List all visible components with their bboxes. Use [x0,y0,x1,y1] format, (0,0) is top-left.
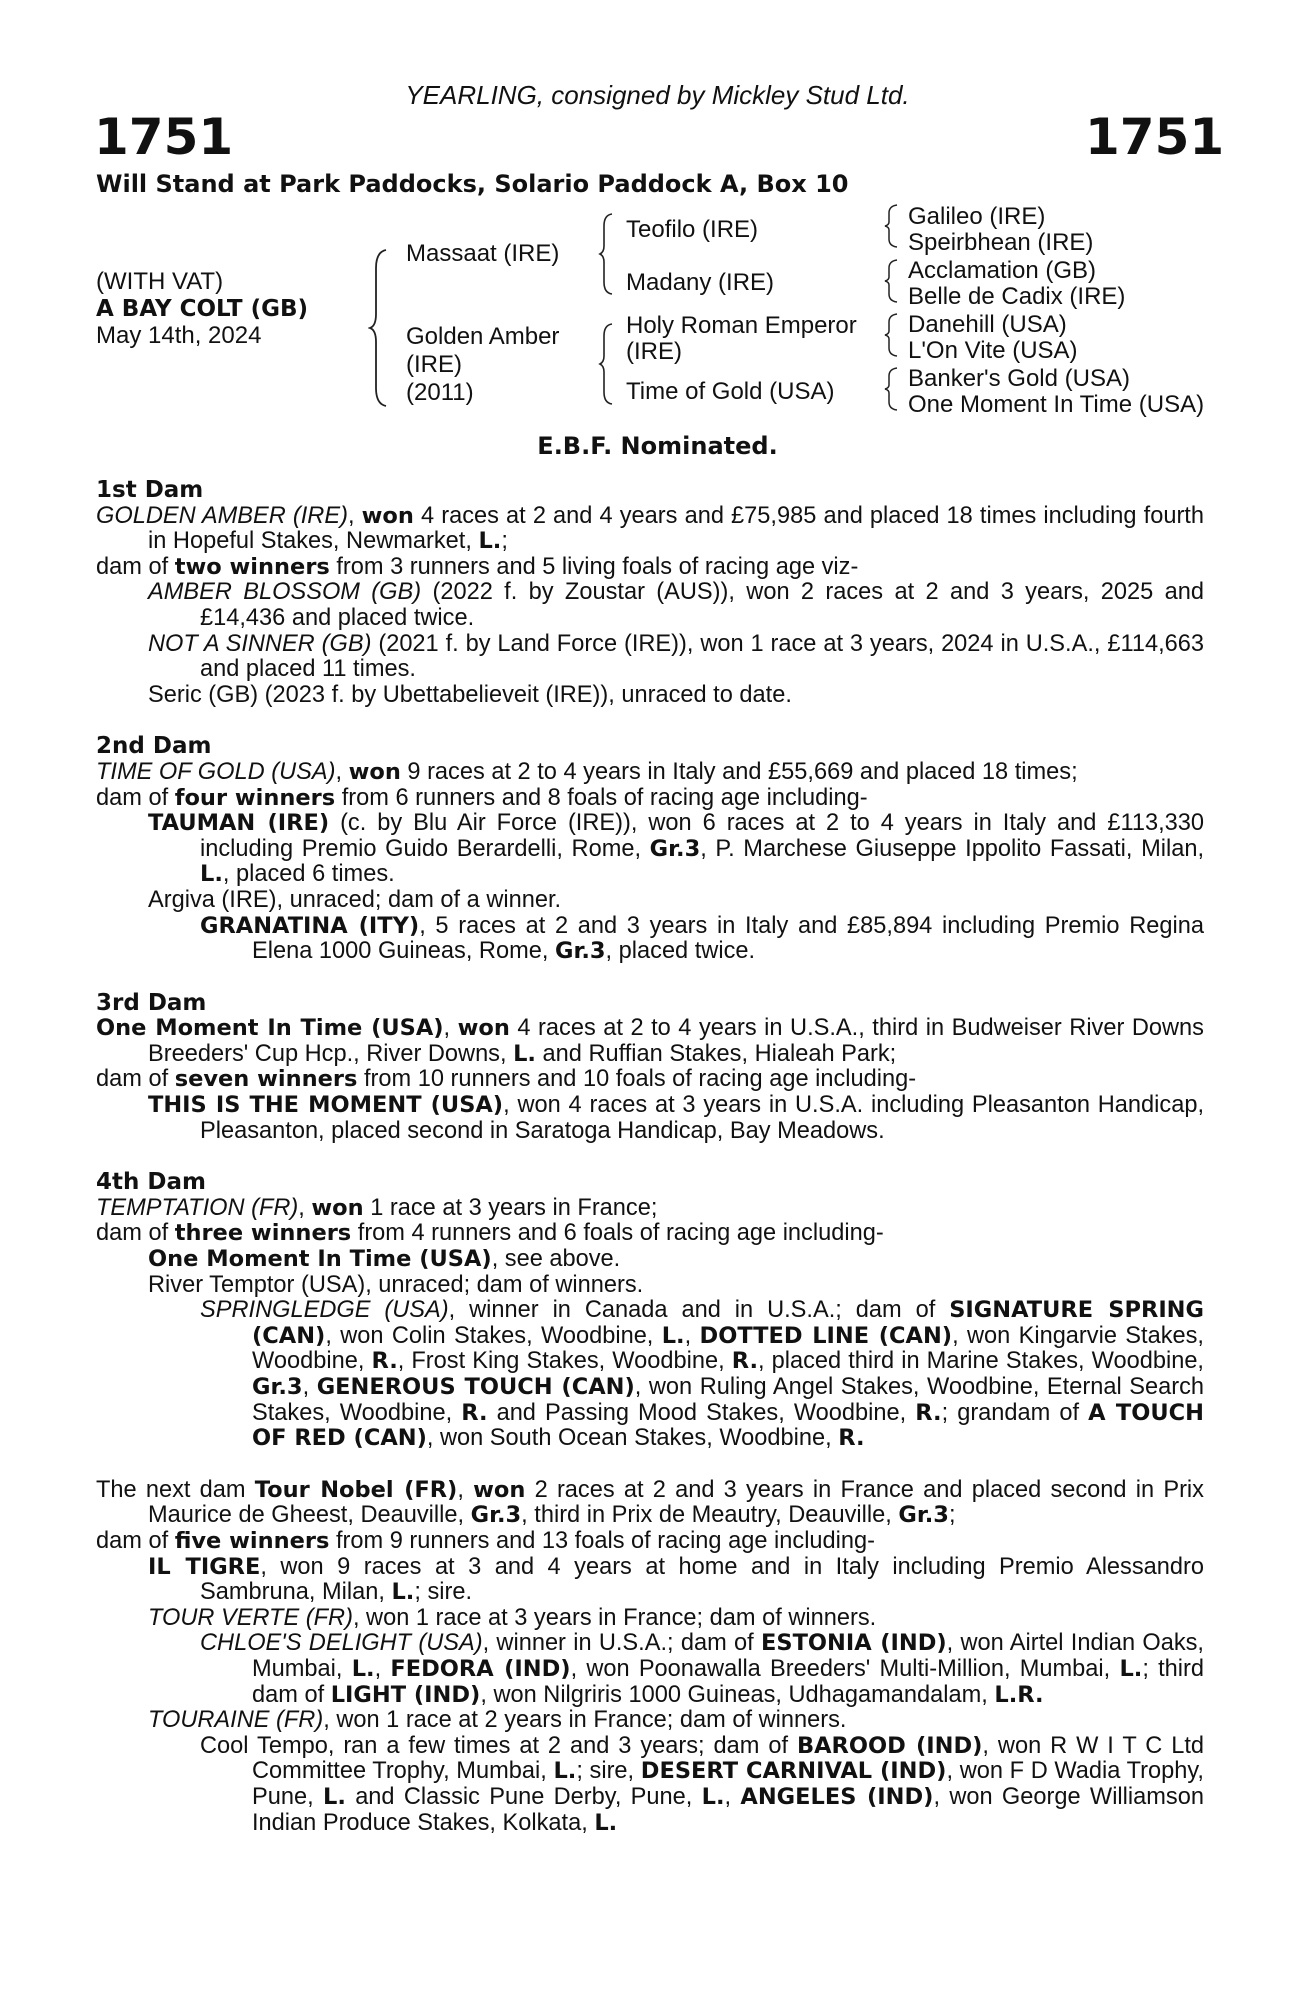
section-heading: 1st Dam [96,477,204,503]
dam-produce-summary: dam of four winners from 6 runners and 8 foals of racing age including- [96,784,868,811]
produce-entry: CHLOE'S DELIGHT (USA), winner in U.S.A.; dam of ESTONIA (IND), won Airtel Indian Oaks, Mumbai, L., FEDORA (IND), won Poonawalla Breeders' Multi-Million, Mumbai, L.; third dam of LIGHT (IND), won Nilgriris 1000 Guineas, Udhagamandalam, L.R. [200,1630,1204,1708]
second-dam-section [96,734,1204,964]
lot-number-right: 1751 [1085,108,1225,166]
pedigree-brace-g78 [884,366,900,412]
pedigree-brace-dam [598,322,616,406]
dam-foaled-year: (2011) [406,379,474,406]
dam-record: TEMPTATION (FR), won 1 race at 3 years in France; [96,1194,658,1221]
stabling-location: Will Stand at Park Paddocks, Solario Paddock A, Box 10 [96,170,849,198]
first-dam-section [96,478,1204,708]
produce-entry: Argiva (IRE), unraced; dam of a winner. [148,886,562,913]
dam-sire-line1: Holy Roman Emperor [626,312,857,339]
granddam-2: Speirbhean (IRE) [908,229,1094,256]
dam-record: TIME OF GOLD (USA), won 9 races at 2 to 4 years in Italy and £55,669 and placed 18 times; [96,758,1078,785]
produce-entry: AMBER BLOSSOM (GB) (2022 f. by Zoustar (AUS)), won 2 races at 2 and 3 years, 2025 and £14,436 and placed twice. [148,579,1204,631]
dam-name-line1: Golden Amber [406,323,560,350]
foaling-date: May 14th, 2024 [96,322,262,349]
dam-record: One Moment In Time (USA), won 4 races at 2 to 4 years in U.S.A., third in Budweiser River Downs Breeders' Cup Hcp., River Downs, L. and Ruffian Stakes, Hialeah Park; [96,1015,1204,1067]
section-heading: 2nd Dam [96,733,212,760]
third-dam-section [96,991,1204,1145]
catalogue-body [96,478,1204,1862]
granddam-8: One Moment In Time (USA) [908,391,1205,418]
grandsire-7: Banker's Gold (USA) [908,365,1130,392]
dam-produce-summary: dam of five winners from 9 runners and 13 foals of racing age including- [96,1527,876,1554]
produce-entry: IL TIGRE, won 9 races at 3 and 4 years at home and in Italy including Premio Alessandro Sambruna, Milan, L.; sire. [148,1553,1204,1606]
pedigree-brace-g56 [884,312,900,358]
dam-record: GOLDEN AMBER (IRE), won 4 races at 2 and 4 years and £75,985 and placed 18 times including fourth in Hopeful Stakes, Newmarket, L.; [96,502,1204,555]
dam-record: The next dam Tour Nobel (FR), won 2 races at 2 and 3 years in France and placed second in Prix Maurice de Gheest, Deauville, Gr.3, third in Prix de Meautry, Deauville, Gr.3; [96,1476,1204,1529]
grandsire-1: Galileo (IRE) [908,203,1046,230]
ebf-nominated: E.B.F. Nominated. [537,432,778,460]
produce-entry: River Temptor (USA), unraced; dam of winners. [148,1271,644,1298]
dam-produce-summary: dam of three winners from 4 runners and 6 foals of racing age including- [96,1220,884,1247]
grandsire-5: Danehill (USA) [908,311,1067,338]
produce-entry: TOUR VERTE (FR), won 1 race at 3 years in France; dam of winners. [148,1604,877,1631]
next-dam-section [96,1478,1204,1836]
pedigree-brace-main [368,248,392,408]
dam-produce-summary: dam of two winners from 3 runners and 5 living foals of racing age viz- [96,553,859,580]
horse-name: A BAY COLT (GB) [96,296,309,322]
produce-entry: Cool Tempo, ran a few times at 2 and 3 years; dam of BAROOD (IND), won R W I T C Ltd Committee Trophy, Mumbai, L.; sire, DESERT CARNIVAL (IND), won F D Wadia Trophy, Pune, L. and Classic Pune Derby, Pune, L., ANGELES (IND), won George Williamson Indian Produce Stakes, Kolkata, L. [200,1732,1205,1836]
pedigree-brace-g34 [884,258,900,304]
produce-entry: GRANATINA (ITY), 5 races at 2 and 3 years in Italy and £85,894 including Premio Regina Elena 1000 Guineas, Rome, Gr.3, placed twice. [200,912,1204,965]
pedigree-brace-g12 [884,203,900,249]
grandsire-3: Acclamation (GB) [908,257,1097,284]
vat-note: (WITH VAT) [96,268,224,295]
consignment-line: YEARLING, consigned by Mickley Stud Ltd. [405,80,910,110]
dam-dam: Time of Gold (USA) [626,378,835,405]
produce-entry: One Moment In Time (USA), see above. [148,1246,621,1273]
produce-entry: NOT A SINNER (GB) (2021 f. by Land Force (IRE)), won 1 race at 3 years, 2024 in U.S.A., £114,663 and placed 11 times. [148,630,1204,683]
produce-entry: TOURAINE (FR), won 1 race at 2 years in France; dam of winners. [148,1707,847,1734]
produce-entry: SPRINGLEDGE (USA), winner in Canada and in U.S.A.; dam of SIGNATURE SPRING (CAN), won Colin Stakes, Woodbine, L., DOTTED LINE (CAN), won Kingarvie Stakes, Woodbine, R., Frost King Stakes, Woodbine, R., placed third in Marine Stakes, Woodbine, Gr.3, GENEROUS TOUCH (CAN), won Ruling Angel Stakes, Woodbine, Eternal Search Stakes, Woodbine, R. and Passing Mood Stakes, Woodbine, R.; grandam of A TOUCH OF RED (CAN), won South Ocean Stakes, Woodbine, R. [200,1297,1205,1452]
fourth-dam-section [96,1170,1204,1452]
lot-number-left: 1751 [94,108,234,166]
granddam-4: Belle de Cadix (IRE) [908,283,1126,310]
produce-entry: TAUMAN (IRE) (c. by Blu Air Force (IRE)), won 6 races at 2 to 4 years in Italy and £113,330 including Premio Guido Berardelli, Rome, Gr.3, P. Marchese Giuseppe Ippolito Fassati, Milan, L., placed 6 times. [148,810,1205,888]
section-heading: 3rd Dam [96,989,207,1016]
produce-entry: Seric (GB) (2023 f. by Ubettabelieveit (IRE)), unraced to date. [148,681,792,708]
sire-dam: Madany (IRE) [626,269,775,296]
dam-produce-summary: dam of seven winners from 10 runners and 10 foals of racing age including- [96,1066,917,1093]
sire-name: Massaat (IRE) [406,240,560,267]
dam-name-line2: (IRE) [406,351,462,378]
dam-sire-line2: (IRE) [626,338,682,365]
granddam-6: L'On Vite (USA) [908,337,1078,364]
produce-entry: THIS IS THE MOMENT (USA), won 4 races at 3 years in U.S.A. including Pleasanton Handicap, Pleasanton, placed second in Saratoga Handicap, Bay Meadows. [148,1092,1205,1144]
sire-sire: Teofilo (IRE) [626,216,759,243]
pedigree-brace-sire [598,212,616,296]
section-heading: 4th Dam [96,1169,206,1196]
